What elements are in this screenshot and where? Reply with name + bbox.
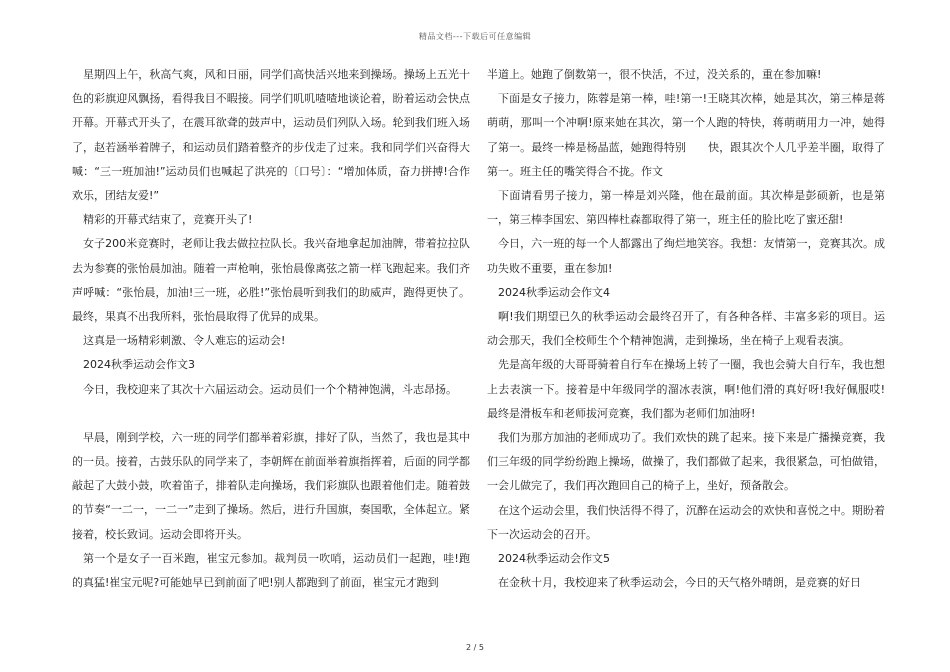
paragraph: 今日，我校迎来了其次十六届运动会。运动员们一个个精神饱满，斗志昂扬。 (83, 382, 457, 396)
page-number: 2 / 5 (466, 643, 484, 652)
paragraph: 半道上。她跑了倒数第一，很不快活，不过，没关系的，重在参加嘛! (487, 68, 822, 81)
right-column (487, 63, 885, 595)
paragraph: 精彩的开幕式结束了，竞赛开头了! (83, 213, 253, 227)
paragraph: 女子200米竞赛时，老师让我去做拉拉队长。我兴奋地拿起加油牌，带着拉拉队去为参赛的张怡晨加油。随着一声枪响，张怡晨像离弦之箭一样飞跑起来。我们齐声呼喊：“张怡晨，加油!三一班，必胜!”张怡晨听到我们的助威声，跑得更快了。最终，果真不出我所料，张怡晨取得了优异的成果。 (72, 237, 470, 324)
paragraph: 先是高年级的大哥哥骑着自行车在操场上转了一圈，我也会骑大自行车，我也想上去表演一下。接着是中年级同学的溜冰表演，啊!他们滑的真好呀!我好佩服哎!最终是滑板车和老师拔河竞赛，我们都为老师们加油呀! (487, 358, 885, 420)
paragraph: 下面请看男子接力，第一棒是刘兴隆，他在最前面。其次棒是彭硕新，也是第一，第三棒李国宏、第四棒杜森都取得了第一，班主任的脸比吃了蜜还甜! (487, 189, 885, 227)
section-heading: 2024秋季运动会作文3 (83, 358, 195, 372)
paragraph: 在这个运动会里，我们快活得不得了，沉醉在运动会的欢快和喜悦之中。期盼着下一次运动会的召开。 (487, 503, 885, 541)
paragraph: 啊!我们期望已久的秋季运动会最终召开了，有各种各样、丰富多彩的项目。运动会那天，我们全校师生个个精神饱满，走到操场，坐在椅子上观看表演。 (487, 310, 885, 348)
paragraph: 在金秋十月，我校迎来了秋季运动会，今日的天气格外晴朗，是竞赛的好日 (498, 576, 861, 590)
left-column (72, 63, 470, 595)
paragraph: 下面是女子接力，陈蓉是第一棒，哇!第一!王晓其次棒，她是其次，第三棒是蒋萌萌，那叫一个冲啊!原来她在其次，第一个人跑的特快，蒋萌萌用力一冲，她得了第一。最终一棒是杨晶蓝，她跑得特别 快，跟其次个人几乎差半圈，取得了第一。班主任的嘴笑得合不拢。作文 (487, 92, 885, 178)
section-heading: 2024秋季运动会作文4 (498, 285, 610, 299)
paragraph: 今日，六一班的每一个人都露出了绚烂地笑容。我想：友情第一，竞赛其次。成功失败不重要，重在参加! (487, 237, 885, 275)
paragraph: 早晨，刚到学校，六一班的同学们都举着彩旗，排好了队，当然了，我也是其中的一员。接着，古鼓乐队的同学来了，李朝辉在前面举着旗指挥着，后面的同学都敲起了大鼓小鼓，吹着笛子，排着队走向操场，我们彩旗队也跟着他们走。随着鼓的节奏“一二一，一二一”走到了操场。然后，进行升国旗，奏国歌，全体起立。紧接着，校长致词。运动会即将开头。 (72, 430, 470, 541)
page-header: 精品文档---下载后可任意编辑 (418, 32, 532, 41)
paragraph: 这真是一场精彩刺激、令人难忘的运动会! (83, 334, 286, 348)
section-heading: 2024秋季运动会作文5 (498, 552, 610, 566)
paragraph: 星期四上午，秋高气爽，风和日丽，同学们高快活兴地来到操场。操场上五光十色的彩旗迎风飘扬，看得我目不暇接。同学们叽叽喳喳地谈论着，盼着运动会快点开幕。开幕式开头了，在震耳欲聋的鼓声中，运动员们列队入场。轮到我们班入场了，赵若涵举着牌子，和运动员们踏着整齐的步伐走了过来。我和同学们兴奋得大喊：“三一班加油!”运动员们也喊起了洪亮的〔口号〕：“增加体质，奋力拼搏!合作欢乐，团结友爱!” (72, 68, 470, 203)
paragraph: 第一个是女子一百米跑，崔宝元参加。裁判员一吹哨，运动员们一起跑，哇!跑的真猛!崔宝元呢?可能她早已到前面了吧!别人都跑到了前面，崔宝元才跑到 (72, 551, 470, 590)
paragraph: 我们为那方加油的老师成功了。我们欢快的跳了起来。接下来是广播操竞赛，我们三年级的同学纷纷跑上操场，做操了，我们都做了起来，我很紧急，可怕做错，一会儿做完了，我们再次跑回自己的椅子上，坐好，预备散会。 (487, 431, 885, 493)
